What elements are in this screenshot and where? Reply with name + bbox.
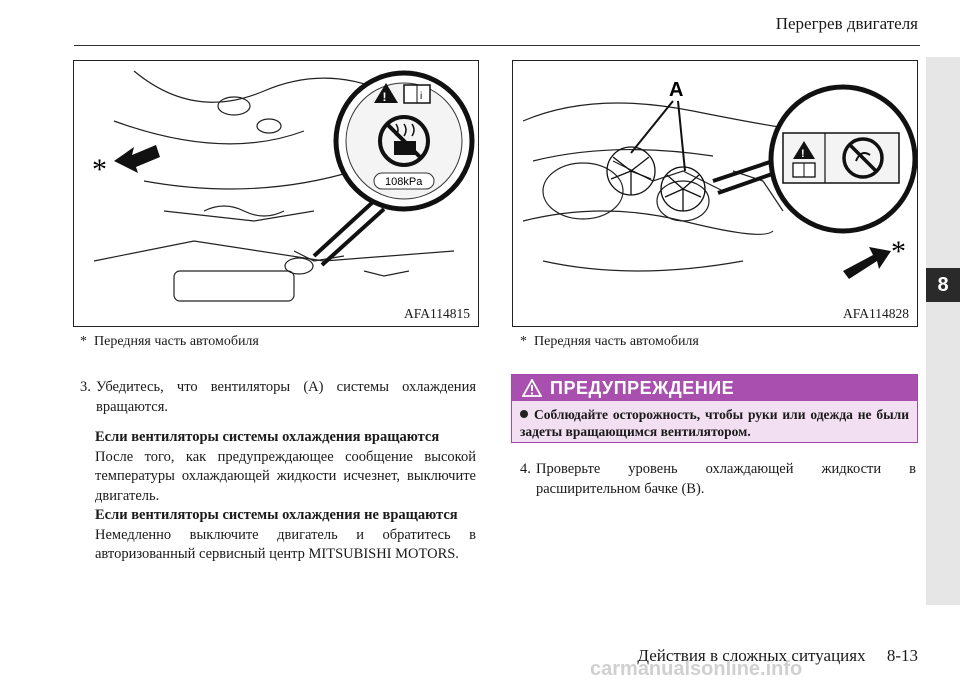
svg-text:!: ! [382, 90, 387, 104]
heading-fans-not-rotating: Если вентиляторы системы охлаждения не вращаются [95, 507, 458, 523]
step-number: 3. [80, 379, 91, 395]
chapter-side-tab [926, 57, 960, 605]
figure-caption [520, 334, 699, 350]
warning-body [520, 406, 909, 440]
fan-right [661, 167, 705, 211]
arrow-icon [843, 247, 891, 279]
fan-left [607, 147, 655, 195]
engine-bay-illustration-1 [74, 61, 478, 326]
warning-header [512, 375, 917, 401]
manual-book-icon [793, 163, 815, 177]
step-text: Проверьте уровень охлаждающей жидкости в расширительном бачке (B). [536, 461, 916, 497]
engine-bay-illustration-2 [513, 61, 917, 326]
svg-text:i: i [420, 91, 423, 102]
figure-code: AFA114815 [403, 306, 470, 321]
text-fans-rotating: После того, как предупреждающее сообщение высокой температуры охлаждающей жидкости исчезнет, выключите двигатель. [95, 448, 476, 504]
heading-fans-rotating: Если вентиляторы системы охлаждения вращаются [95, 429, 440, 445]
pressure-label: 108kPa [385, 176, 423, 188]
arrow-icon [114, 145, 160, 173]
step-3 [80, 378, 476, 417]
header-rule [74, 45, 920, 46]
chapter-number-badge: 8 [926, 268, 960, 302]
front-asterisk: * [891, 235, 906, 268]
figure-radiator-cap [73, 60, 479, 327]
figure-cooling-fans [512, 60, 918, 327]
page-header-title: Перегрев двигателя [775, 14, 918, 33]
warning-text: Соблюдайте осторожность, чтобы руки или одежда не были задеты вращающимся вентилятором. [520, 407, 909, 439]
watermark: carmanualsonline.info [590, 658, 803, 680]
page-footer: Действия в сложных ситуациях 8-13 [637, 646, 918, 665]
figure-code: AFA114828 [842, 306, 909, 321]
fan-label-a: A [669, 79, 684, 101]
caption-asterisk: * [520, 334, 527, 349]
text-fans-not-rotating: Немедленно выключите двигатель и обратитесь в авторизованный сервисный центр MITSUBISHI MOTORS. [95, 526, 476, 562]
step-number: 4. [520, 461, 531, 477]
front-asterisk: * [92, 153, 107, 186]
warning-triangle-icon [522, 379, 542, 397]
bullet-icon [520, 410, 528, 418]
caption-text: Передняя часть автомобиля [94, 334, 259, 349]
figure-caption [80, 334, 259, 350]
manual-book-icon [404, 85, 430, 103]
step-4 [520, 460, 916, 499]
warning-title: ПРЕДУПРЕЖДЕНИЕ [550, 377, 735, 398]
fan-conditions-block [95, 428, 476, 565]
step-text: Убедитесь, что вентиляторы (A) системы охлаждения вращаются. [96, 379, 476, 415]
caption-text: Передняя часть автомобиля [534, 334, 699, 349]
warning-box [511, 374, 918, 443]
caption-asterisk: * [80, 334, 87, 349]
svg-text:!: ! [801, 148, 805, 160]
